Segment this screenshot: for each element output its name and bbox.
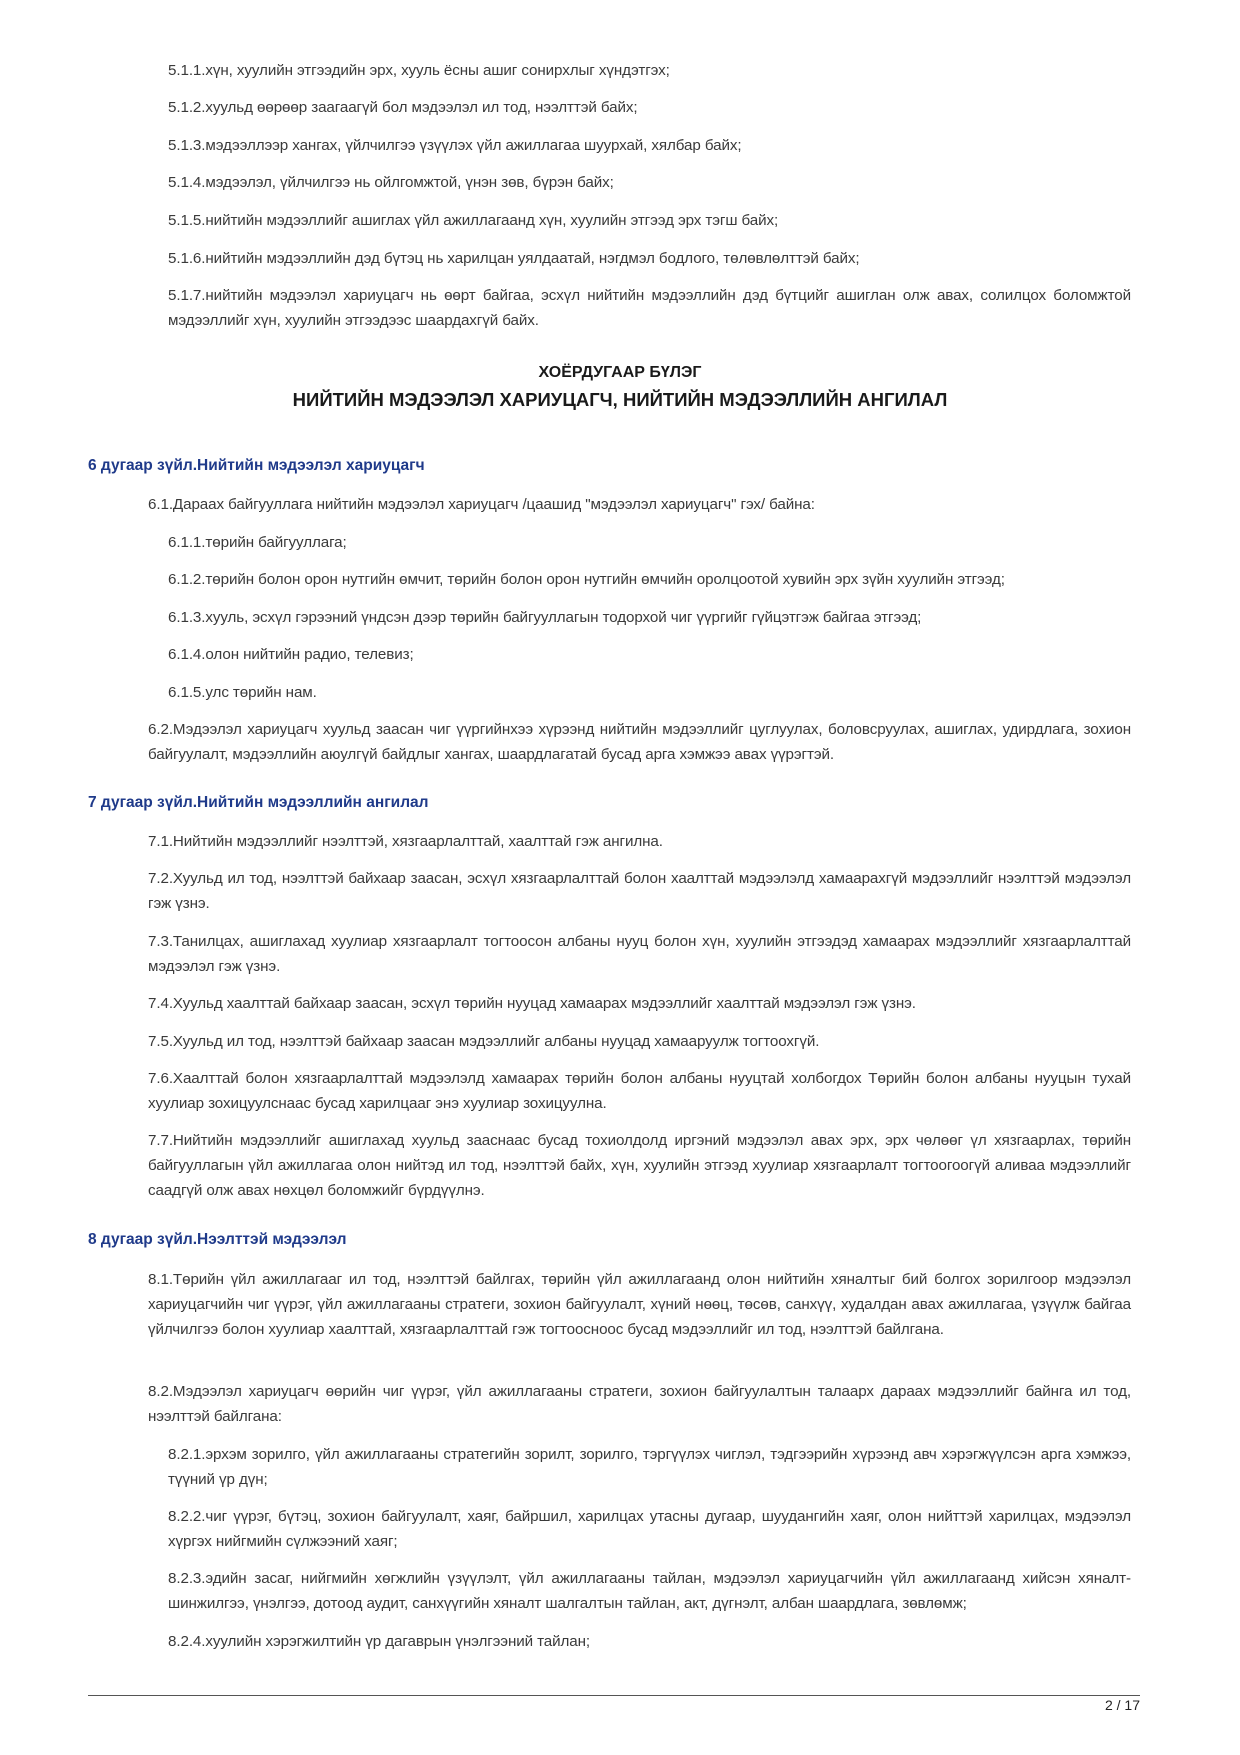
clause-5-1-5: 5.1.5.нийтийн мэдээллийг ашиглах үйл ажиллагаанд хүн, хуулийн этгээд эрх тэгш байх;	[168, 212, 779, 229]
clause-5-1-1: 5.1.1.хүн, хуулийн этгээдийн эрх, хууль ёсны ашиг сонирхлыг хүндэтгэх;	[168, 62, 670, 79]
article-6-heading: 6 дугаар зүйл.Нийтийн мэдээлэл хариуцагч	[88, 457, 425, 474]
chapter-number: ХОЁРДУГААР БҮЛЭГ	[538, 364, 702, 381]
clause-5-1-7: 5.1.7.нийтийн мэдээлэл хариуцагч нь өөрт байгаа, эсхүл нийтийн мэдээллийн дэд бүтцийг ашиглан олж авах, солилцох боломжтой мэдээллийг хүн, хуулийн этгээдээс шаардахгүй байх.	[168, 287, 1131, 329]
clause-6-1-1: 6.1.1.төрийн байгууллага;	[168, 534, 347, 551]
clause-7-2: 7.2.Хуульд ил тод, нээлттэй байхаар заасан, эсхүл хязгаарлалттай болон хаалттай мэдээлэлд хамаарахгүй мэдээллийг нээлттэй мэдээлэл гэж үзнэ.	[148, 870, 1131, 912]
clause-7-7: 7.7.Нийтийн мэдээллийг ашиглахад хуульд зааснаас бусад тохиолдолд иргэний мэдээлэл авах эрх, эрх чөлөөг үл хязгаарлах, төрийн байгууллагын үйл ажиллагаа олон нийтэд ил тод, нээлттэй байх, хүн, хуулийн этгээд хуулиар хязгаарлалт тогтоогоогүй аливаа мэдээллийг саадгүй олж авах нөхцөл боломжийг бүрдүүлнэ.	[148, 1132, 1131, 1199]
clause-5-1-6: 5.1.6.нийтийн мэдээллийн дэд бүтэц нь харилцан уялдаатай, нэгдмэл бодлого, төлөвлөлттэй байх;	[168, 250, 860, 267]
article-8-heading: 8 дугаар зүйл.Нээлттэй мэдээлэл	[88, 1231, 347, 1248]
clause-8-2-4: 8.2.4.хуулийн хэрэгжилтийн үр дагаврын үнэлгээний тайлан;	[168, 1633, 591, 1650]
clause-5-1-2: 5.1.2.хуульд өөрөөр заагаагүй бол мэдээлэл ил тод, нээлттэй байх;	[168, 99, 638, 116]
clause-7-4: 7.4.Хуульд хаалттай байхаар заасан, эсхүл төрийн нууцад хамаарах мэдээллийг хаалттай мэдээлэл гэж үзнэ.	[148, 995, 916, 1012]
clause-8-2-3: 8.2.3.эдийн засаг, нийгмийн хөгжлийн үзүүлэлт, үйл ажиллагааны тайлан, мэдээлэл хариуцагчийн үйл ажиллагаанд хийсэн хяналт-шинжилгээ, үнэлгээ, дотоод аудит, санхүүгийн хяналт шалгалтын тайлан, акт, дүгнэлт, албан шаардлага, зөвлөмж;	[168, 1570, 1131, 1612]
clause-8-1: 8.1.Төрийн үйл ажиллагааг ил тод, нээлттэй байлгах, төрийн үйл ажиллагаанд олон нийтийн хяналтыг бий болгох зорилгоор мэдээлэл хариуцагчийн чиг үүрэг, үйл ажиллагааны стратеги, зохион байгуулалт, хүний нөөц, төсөв, санхүү, худалдан авах ажиллагаа, үзүүлж байгаа үйлчилгээ болон хуулиар хаалттай, хязгаарлалттай гэж тогтоосноос бусад мэдээллийг ил тод, нээлттэй байлгана.	[148, 1271, 1131, 1338]
clause-7-6: 7.6.Хаалттай болон хязгаарлалттай мэдээлэлд хамаарах төрийн болон албаны нууцтай холбогдох Төрийн болон албаны нууцын тухай хуулиар зохицуулснаас бусад харилцааг энэ хуулиар зохицуулна.	[148, 1070, 1131, 1112]
clause-7-3: 7.3.Танилцах, ашиглахад хуулиар хязгаарлалт тогтоосон албаны нууц болон хүн, хуулийн этгээдэд хамаарах мэдээллийг хязгаарлалттай мэдээлэл гэж үзнэ.	[148, 933, 1131, 975]
clause-6-2: 6.2.Мэдээлэл хариуцагч хуульд заасан чиг үүргийнхээ хүрээнд нийтийн мэдээллийг цуглуулах, боловсруулах, ашиглах, удирдлага, зохион байгуулалт, мэдээллийн аюулгүй байдлыг хангах, шаардлагатай бусад арга хэмжээ авах үүрэгтэй.	[148, 721, 1131, 763]
article-7-heading: 7 дугаар зүйл.Нийтийн мэдээллийн ангилал	[88, 794, 429, 811]
clause-5-1-4: 5.1.4.мэдээлэл, үйлчилгээ нь ойлгомжтой, үнэн зөв, бүрэн байх;	[168, 174, 614, 191]
clause-6-1-4: 6.1.4.олон нийтийн радио, телевиз;	[168, 646, 414, 663]
clause-7-1: 7.1.Нийтийн мэдээллийг нээлттэй, хязгаарлалттай, хаалттай гэж ангилна.	[148, 833, 663, 850]
clause-6-1-3: 6.1.3.хууль, эсхүл гэрээний үндсэн дээр төрийн байгууллагын тодорхой чиг үүргийг гүйцэтгэж байгаа этгээд;	[168, 609, 922, 626]
clause-7-5: 7.5.Хуульд ил тод, нээлттэй байхаар заасан мэдээллийг албаны нууцад хамааруулж тогтоохгүй.	[148, 1033, 820, 1050]
clause-6-1-5: 6.1.5.улс төрийн нам.	[168, 684, 317, 701]
clause-6-1: 6.1.Дараах байгууллага нийтийн мэдээлэл хариуцагч /цаашид "мэдээлэл хариуцагч" гэх/ байна:	[148, 496, 815, 513]
clause-5-1-3: 5.1.3.мэдээллээр хангах, үйлчилгээ үзүүлэх үйл ажиллагаа шуурхай, хялбар байх;	[168, 137, 742, 154]
footer-divider	[88, 1695, 1140, 1696]
page-number: 2 / 17	[1104, 1697, 1140, 1713]
clause-8-2-2: 8.2.2.чиг үүрэг, бүтэц, зохион байгуулалт, хаяг, байршил, харилцах утасны дугаар, шуудангийн хаяг, олон нийттэй харилцах, мэдээлэл хүргэх нийгмийн сүлжээний хаяг;	[168, 1508, 1131, 1550]
chapter-title: НИЙТИЙН МЭДЭЭЛЭЛ ХАРИУЦАГЧ, НИЙТИЙН МЭДЭЭЛЛИЙН АНГИЛАЛ	[292, 389, 948, 410]
clause-6-1-2: 6.1.2.төрийн болон орон нутгийн өмчит, төрийн болон орон нутгийн өмчийн оролцоотой хувийн эрх зүйн хуулийн этгээд;	[168, 571, 1005, 588]
clause-8-2-1: 8.2.1.эрхэм зорилго, үйл ажиллагааны стратегийн зорилт, зорилго, тэргүүлэх чиглэл, тэдгээрийн хүрээнд авч хэрэгжүүлсэн арга хэмжээ, түүний үр дүн;	[168, 1446, 1131, 1488]
clause-8-2: 8.2.Мэдээлэл хариуцагч өөрийн чиг үүрэг, үйл ажиллагааны стратеги, зохион байгуулалтын талаарх дараах мэдээллийг байнга ил тод, нээлттэй байлгана:	[148, 1383, 1131, 1425]
